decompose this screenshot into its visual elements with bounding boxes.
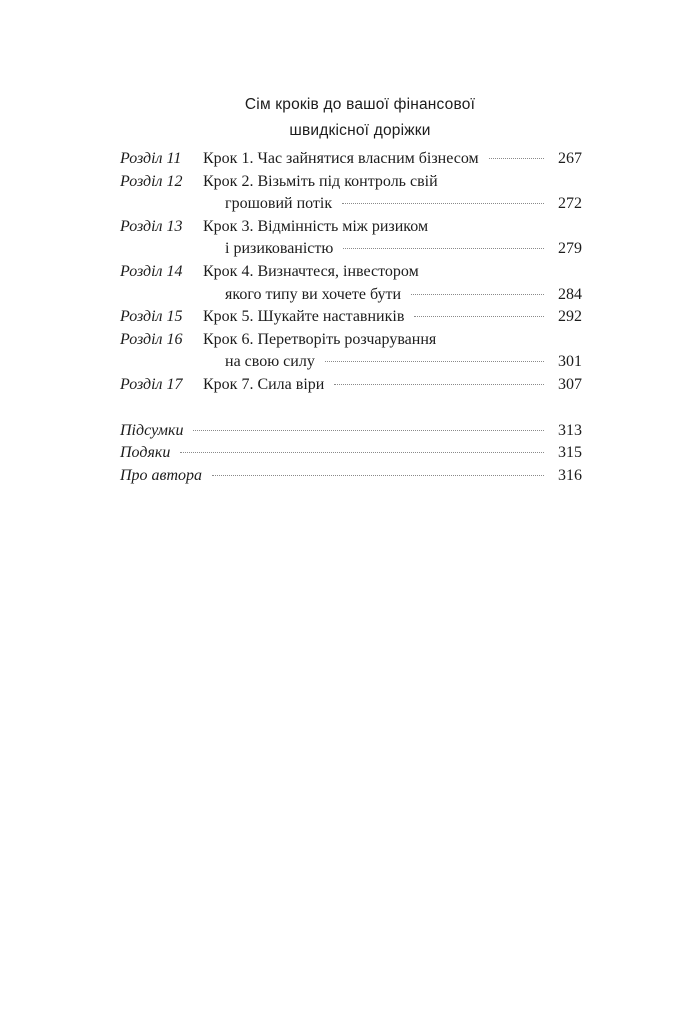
chapter-title: Крок 3. Відмінність між ризиком	[203, 217, 429, 235]
page-number: 315	[558, 444, 582, 462]
toc-entry-chapter-16[interactable]	[120, 329, 582, 374]
chapter-label: Розділ 15	[120, 308, 183, 326]
chapter-label: Розділ 11	[120, 150, 182, 167]
dot-leader	[411, 294, 544, 295]
chapter-title: Крок 1. Час зайнятися власним бізнесом	[203, 150, 479, 167]
dot-leader	[325, 361, 544, 362]
table-of-contents	[120, 148, 582, 487]
page-number: 301	[558, 353, 582, 371]
section-title	[120, 92, 600, 144]
dot-leader	[489, 158, 544, 159]
chapter-title-continuation: грошовий потік	[225, 195, 333, 213]
chapter-title: Крок 2. Візьміть під контроль свій	[203, 172, 438, 190]
chapter-title: Крок 4. Визначтеся, інвестором	[203, 262, 419, 280]
back-matter-title: Про автора	[120, 466, 203, 484]
page-number: 316	[558, 466, 582, 484]
page-number: 292	[558, 308, 582, 326]
page-number: 313	[558, 421, 582, 439]
back-matter-title: Підсумки	[120, 421, 184, 439]
chapter-label: Розділ 14	[120, 262, 183, 280]
toc-entry-chapter-11[interactable]	[120, 148, 582, 171]
chapter-title: Крок 7. Сила віри	[203, 375, 325, 393]
dot-leader	[180, 452, 544, 453]
toc-entry-chapter-15[interactable]	[120, 306, 582, 329]
toc-entry-summaries[interactable]	[120, 420, 582, 443]
dot-leader	[212, 475, 544, 476]
section-gap	[120, 397, 582, 420]
chapter-label: Розділ 13	[120, 217, 183, 235]
section-title-line-1: Сім кроків до вашої фінансової	[244, 96, 476, 113]
page-number: 284	[558, 285, 582, 303]
toc-entry-acknowledgements[interactable]	[120, 442, 582, 465]
page-number: 267	[558, 150, 582, 167]
toc-entry-about-author[interactable]	[120, 465, 582, 488]
page-number: 272	[558, 195, 582, 213]
chapter-title: Крок 6. Перетворіть розчарування	[203, 330, 437, 348]
page-number: 307	[558, 375, 582, 393]
chapter-label: Розділ 16	[120, 330, 183, 348]
toc-entry-chapter-13[interactable]	[120, 216, 582, 261]
back-matter-title: Подяки	[120, 444, 171, 462]
toc-entry-chapter-12[interactable]	[120, 171, 582, 216]
dot-leader	[343, 248, 544, 249]
chapter-title: Крок 5. Шукайте наставників	[203, 308, 405, 326]
chapter-label: Розділ 12	[120, 172, 183, 190]
dot-leader	[414, 316, 544, 317]
dot-leader	[193, 430, 544, 431]
chapter-title-continuation: і ризикованістю	[225, 240, 334, 258]
section-title-line-2: швидкісної доріжки	[289, 122, 431, 139]
chapter-title-continuation: на свою силу	[225, 353, 315, 371]
toc-entry-chapter-17[interactable]	[120, 374, 582, 397]
chapter-label: Розділ 17	[120, 375, 183, 393]
dot-leader	[342, 203, 544, 204]
chapter-title-continuation: якого типу ви хочете бути	[225, 285, 402, 303]
page-number: 279	[558, 240, 582, 258]
toc-entry-chapter-14[interactable]	[120, 261, 582, 306]
dot-leader	[334, 384, 544, 385]
